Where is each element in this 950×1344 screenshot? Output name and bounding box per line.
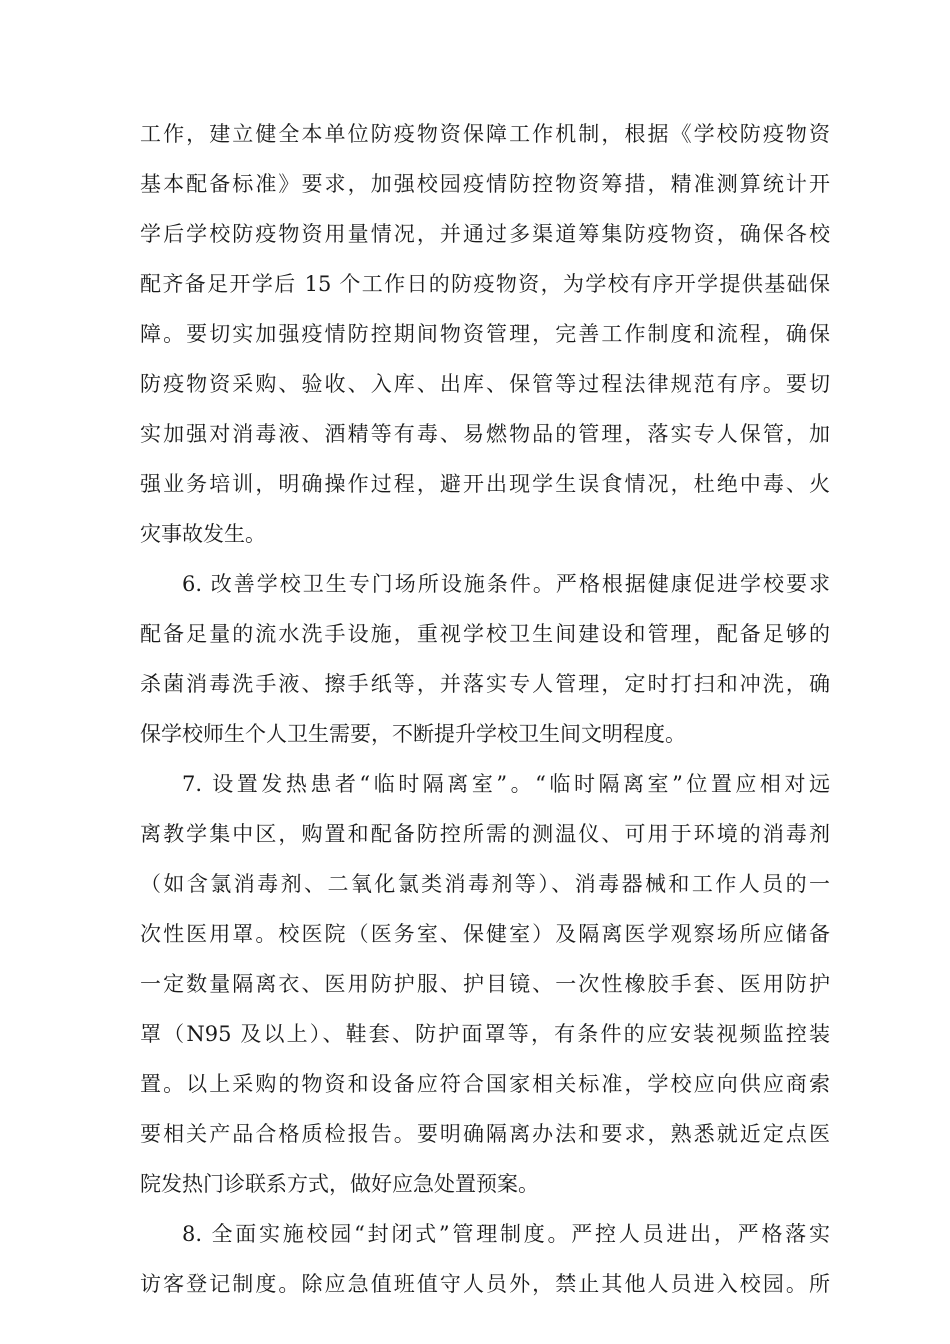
- body-text-line: （如含氯消毒剂、二氧化氯类消毒剂等）、消毒器械和工作人员的一: [140, 872, 830, 896]
- body-text-line: 配齐备足开学后 15 个工作日的防疫物资，为学校有序开学提供基础保: [140, 272, 830, 296]
- body-text-line: 实加强对消毒液、酒精等有毒、易燃物品的管理，落实专人保管，加: [140, 422, 830, 446]
- body-text-line: 杀菌消毒洗手液、擦手纸等，并落实专人管理，定时打扫和冲洗，确: [140, 672, 830, 696]
- body-text-line: 要相关产品合格质检报告。要明确隔离办法和要求，熟悉就近定点医: [140, 1122, 830, 1146]
- body-text-line: 保学校师生个人卫生需要，不断提升学校卫生间文明程度。: [140, 722, 686, 746]
- body-text-line: 次性医用罩。校医院（医务室、保健室）及隔离医学观察场所应储备: [140, 922, 830, 946]
- body-text-line: 学后学校防疫物资用量情况，并通过多渠道筹集防疫物资，确保各校: [140, 222, 830, 246]
- paragraph-heading-7: 7. 设置发热患者“临时隔离室”。“临时隔离室”位置应相对远: [182, 772, 830, 796]
- body-text-line: 基本配备标准》要求，加强校园疫情防控物资筹措，精准测算统计开: [140, 172, 830, 196]
- body-text-line: 罩（N95 及以上）、鞋套、防护面罩等，有条件的应安装视频监控装: [140, 1022, 830, 1046]
- body-text-line: 访客登记制度。除应急值班值守人员外，禁止其他人员进入校园。所: [140, 1272, 830, 1296]
- paragraph-heading-6: 6. 改善学校卫生专门场所设施条件。严格根据健康促进学校要求: [182, 572, 830, 596]
- body-text-line: 防疫物资采购、验收、入库、出库、保管等过程法律规范有序。要切: [140, 372, 830, 396]
- body-text-line: 一定数量隔离衣、医用防护服、护目镜、一次性橡胶手套、医用防护: [140, 972, 830, 996]
- body-text-line: 院发热门诊联系方式，做好应急处置预案。: [140, 1172, 539, 1196]
- body-text-line: 离教学集中区，购置和配备防控所需的测温仪、可用于环境的消毒剂: [140, 822, 830, 846]
- body-text-line: 置。以上采购的物资和设备应符合国家相关标准，学校应向供应商索: [140, 1072, 830, 1096]
- body-text-line: 强业务培训，明确操作过程，避开出现学生误食情况，杜绝中毒、火: [140, 472, 830, 496]
- paragraph-heading-8: 8. 全面实施校园“封闭式”管理制度。严控人员进出，严格落实: [182, 1222, 830, 1246]
- body-text-line: 工作，建立健全本单位防疫物资保障工作机制，根据《学校防疫物资: [140, 122, 830, 146]
- body-text-line: 灾事故发生。: [140, 522, 266, 546]
- body-text-line: 配备足量的流水洗手设施，重视学校卫生间建设和管理，配备足够的: [140, 622, 830, 646]
- body-text-line: 障。要切实加强疫情防控期间物资管理，完善工作制度和流程，确保: [140, 322, 830, 346]
